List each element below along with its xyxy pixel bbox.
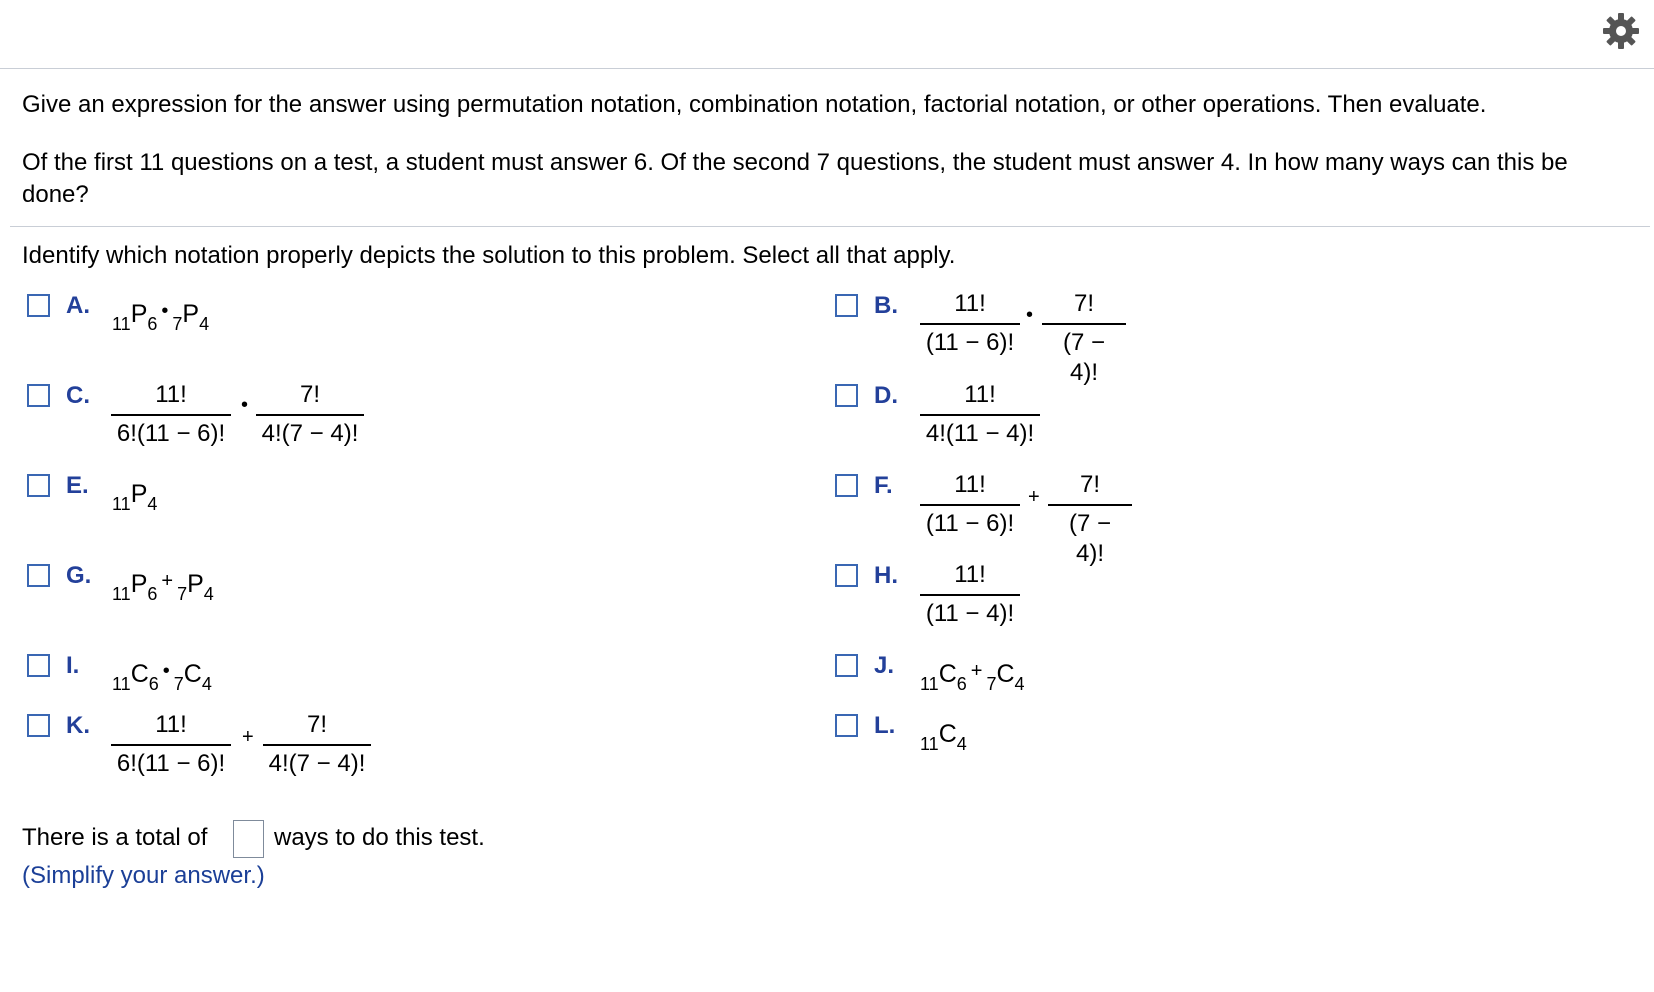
fraction bbox=[1048, 470, 1132, 569]
option-label: L. bbox=[874, 712, 896, 739]
fraction-bar bbox=[111, 744, 231, 746]
pre-sub: 11 bbox=[112, 674, 131, 694]
denominator: (7 − 4)! bbox=[1068, 510, 1112, 567]
gear-icon[interactable] bbox=[1601, 11, 1641, 51]
checkbox-f[interactable] bbox=[835, 474, 858, 497]
perm-symbol: P bbox=[130, 480, 148, 508]
comb-symbol: C bbox=[938, 720, 957, 748]
header-divider bbox=[0, 68, 1654, 69]
option-a-expression bbox=[112, 300, 210, 334]
answer-suffix: ways to do this test. bbox=[274, 824, 485, 851]
fraction-bar bbox=[263, 744, 371, 746]
pre-sub: 7 bbox=[177, 584, 188, 604]
option-f[interactable] bbox=[835, 471, 1615, 567]
post-sub: 6 bbox=[147, 584, 158, 604]
post-sub: 6 bbox=[148, 674, 159, 694]
problem-text: Of the first 11 questions on a test, a student must answer 6. Of the second 7 questions, the student must answer 4. In how many ways can this be done? bbox=[22, 149, 1568, 208]
comb-symbol: C bbox=[996, 660, 1015, 688]
option-l-expression bbox=[920, 720, 967, 754]
option-a[interactable] bbox=[27, 294, 807, 374]
denominator: 4!(7 − 4)! bbox=[268, 750, 366, 777]
numerator: 7! bbox=[1073, 290, 1094, 317]
option-label: A. bbox=[66, 292, 90, 319]
numerator: 11! bbox=[954, 290, 986, 317]
denominator: 6!(11 − 6)! bbox=[116, 420, 226, 447]
checkbox-d[interactable] bbox=[835, 384, 858, 407]
pre-sub: 11 bbox=[112, 494, 131, 514]
numerator: 11! bbox=[954, 471, 986, 498]
fraction-bar bbox=[1048, 504, 1132, 506]
instructions-text: Give an expression for the answer using permutation notation, combination notation, factorial notation, or other operations. Then evaluate. bbox=[22, 91, 1487, 118]
option-d[interactable] bbox=[835, 381, 1615, 464]
checkbox-g[interactable] bbox=[27, 564, 50, 587]
fraction-bar bbox=[1042, 323, 1126, 325]
answer-prefix: There is a total of bbox=[22, 824, 208, 851]
perm-symbol: P bbox=[130, 570, 148, 598]
option-e-expression bbox=[112, 480, 158, 514]
operator: • bbox=[1026, 304, 1034, 326]
pre-sub: 11 bbox=[920, 734, 939, 754]
checkbox-l[interactable] bbox=[835, 714, 858, 737]
option-label: K. bbox=[66, 712, 90, 739]
option-g[interactable] bbox=[27, 564, 807, 644]
numerator: 11! bbox=[155, 381, 187, 408]
option-label: C. bbox=[66, 382, 90, 409]
operator: • bbox=[161, 300, 169, 322]
option-c[interactable] bbox=[27, 381, 807, 464]
checkbox-c[interactable] bbox=[27, 384, 50, 407]
option-label: H. bbox=[874, 562, 898, 589]
checkbox-j[interactable] bbox=[835, 654, 858, 677]
post-sub: 4 bbox=[201, 674, 212, 694]
fraction bbox=[1042, 289, 1126, 388]
post-sub: 4 bbox=[956, 734, 967, 754]
operator: • bbox=[162, 660, 170, 682]
fraction-bar bbox=[111, 414, 231, 416]
numerator: 7! bbox=[1079, 471, 1100, 498]
operator: + bbox=[161, 570, 174, 592]
fraction bbox=[920, 560, 1020, 629]
checkbox-b[interactable] bbox=[835, 294, 858, 317]
question-prompt: Identify which notation properly depicts the solution to this problem. Select all that apply. bbox=[22, 242, 956, 269]
fraction bbox=[920, 289, 1020, 358]
checkbox-e[interactable] bbox=[27, 474, 50, 497]
option-label: F. bbox=[874, 472, 893, 499]
pre-sub: 11 bbox=[112, 584, 131, 604]
denominator: 4!(11 − 4)! bbox=[925, 420, 1035, 447]
fraction bbox=[920, 380, 1040, 449]
option-label: J. bbox=[874, 652, 895, 679]
post-sub: 4 bbox=[203, 584, 214, 604]
option-label: B. bbox=[874, 292, 898, 319]
section-divider bbox=[10, 226, 1650, 227]
pre-sub: 7 bbox=[173, 674, 184, 694]
option-j-expression bbox=[920, 660, 1025, 694]
fraction-bar bbox=[920, 414, 1040, 416]
numerator: 7! bbox=[306, 711, 327, 738]
option-e[interactable] bbox=[27, 474, 807, 554]
operator: • bbox=[241, 394, 249, 416]
fraction bbox=[263, 710, 371, 779]
pre-sub: 11 bbox=[920, 674, 939, 694]
pre-sub: 7 bbox=[172, 314, 183, 334]
fraction bbox=[920, 470, 1020, 539]
perm-symbol: P bbox=[182, 300, 200, 328]
post-sub: 4 bbox=[1014, 674, 1025, 694]
pre-sub: 7 bbox=[986, 674, 997, 694]
option-h[interactable] bbox=[835, 561, 1615, 644]
option-b[interactable] bbox=[835, 290, 1615, 386]
answer-input[interactable] bbox=[233, 820, 264, 858]
option-label: G. bbox=[66, 562, 92, 589]
numerator: 11! bbox=[964, 381, 996, 408]
denominator: 6!(11 − 6)! bbox=[116, 750, 226, 777]
operator: + bbox=[970, 660, 983, 682]
post-sub: 4 bbox=[199, 314, 210, 334]
option-g-expression bbox=[112, 570, 214, 604]
option-l[interactable] bbox=[835, 714, 1615, 794]
post-sub: 6 bbox=[147, 314, 158, 334]
option-i-expression bbox=[112, 660, 212, 694]
fraction bbox=[111, 380, 231, 449]
comb-symbol: C bbox=[183, 660, 202, 688]
checkbox-a[interactable] bbox=[27, 294, 50, 317]
option-k[interactable] bbox=[27, 711, 807, 794]
checkbox-h[interactable] bbox=[835, 564, 858, 587]
fraction bbox=[111, 710, 231, 779]
fraction-bar bbox=[256, 414, 364, 416]
denominator: 4!(7 − 4)! bbox=[261, 420, 359, 447]
fraction-bar bbox=[920, 594, 1020, 596]
numerator: 11! bbox=[155, 711, 187, 738]
comb-symbol: C bbox=[938, 660, 957, 688]
perm-symbol: P bbox=[130, 300, 148, 328]
operator: + bbox=[1028, 486, 1040, 508]
option-label: I. bbox=[66, 652, 80, 679]
operator: + bbox=[242, 726, 254, 748]
denominator: (11 − 6)! bbox=[925, 329, 1015, 356]
post-sub: 4 bbox=[147, 494, 158, 514]
numerator: 11! bbox=[954, 561, 986, 588]
checkbox-i[interactable] bbox=[27, 654, 50, 677]
comb-symbol: C bbox=[130, 660, 149, 688]
denominator: (7 − 4)! bbox=[1062, 329, 1106, 386]
option-label: D. bbox=[874, 382, 898, 409]
numerator: 7! bbox=[299, 381, 320, 408]
option-label: E. bbox=[66, 472, 89, 499]
fraction-bar bbox=[920, 323, 1020, 325]
denominator: (11 − 6)! bbox=[925, 510, 1015, 537]
fraction-bar bbox=[920, 504, 1020, 506]
pre-sub: 11 bbox=[112, 314, 131, 334]
answer-hint: (Simplify your answer.) bbox=[22, 862, 265, 889]
post-sub: 6 bbox=[956, 674, 967, 694]
checkbox-k[interactable] bbox=[27, 714, 50, 737]
fraction bbox=[256, 380, 364, 449]
perm-symbol: P bbox=[187, 570, 204, 598]
denominator: (11 − 4)! bbox=[925, 600, 1015, 627]
